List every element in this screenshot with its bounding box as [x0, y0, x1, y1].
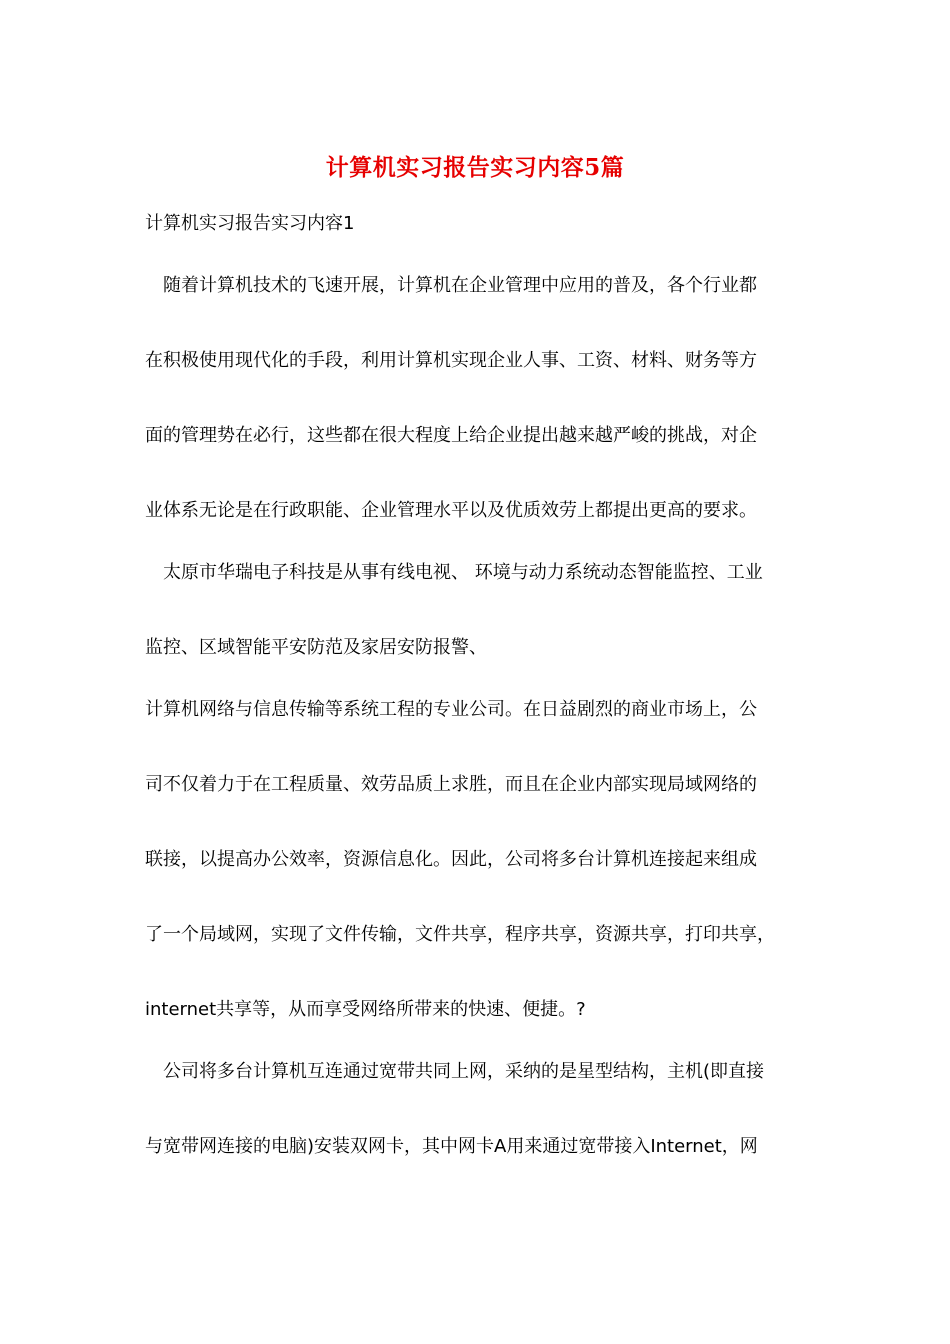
- body-line: 在积极使用现代化的手段，利用计算机实现企业人事、工资、材料、财务等方: [145, 350, 757, 371]
- body-line: 公司将多台计算机互连通过宽带共同上网，采纳的是星型结构，主机(即直接: [163, 1061, 765, 1082]
- body-line: internet共享等，从而享受网络所带来的快速、便捷。?: [145, 999, 586, 1020]
- body-line: 了一个局域网，实现了文件传输，文件共享，程序共享，资源共享，打印共享，: [145, 924, 775, 945]
- body-line: 面的管理势在必行，这些都在很大程度上给企业提出越来越严峻的挑战，对企: [145, 425, 757, 446]
- document-title: 计算机实习报告实习内容5篇: [325, 154, 625, 181]
- body-line: 监控、区域智能平安防范及家居安防报警、: [145, 637, 487, 658]
- body-line: 与宽带网连接的电脑)安装双网卡，其中网卡A用来通过宽带接入Internet，网: [145, 1136, 758, 1157]
- body-line: 计算机网络与信息传输等系统工程的专业公司。在日益剧烈的商业市场上，公: [145, 699, 757, 720]
- body-line: 太原市华瑞电子科技是从事有线电视、 环境与动力系统动态智能监控、工业: [163, 562, 763, 583]
- section-heading: 计算机实习报告实习内容1: [145, 213, 355, 234]
- body-line: 联接，以提高办公效率，资源信息化。因此，公司将多台计算机连接起来组成: [145, 849, 757, 870]
- body-line: 随着计算机技术的飞速开展，计算机在企业管理中应用的普及，各个行业都: [163, 275, 757, 296]
- body-line: 司不仅着力于在工程质量、效劳品质上求胜，而且在企业内部实现局域网络的: [145, 774, 757, 795]
- body-line: 业体系无论是在行政职能、企业管理水平以及优质效劳上都提出更高的要求。: [145, 500, 757, 521]
